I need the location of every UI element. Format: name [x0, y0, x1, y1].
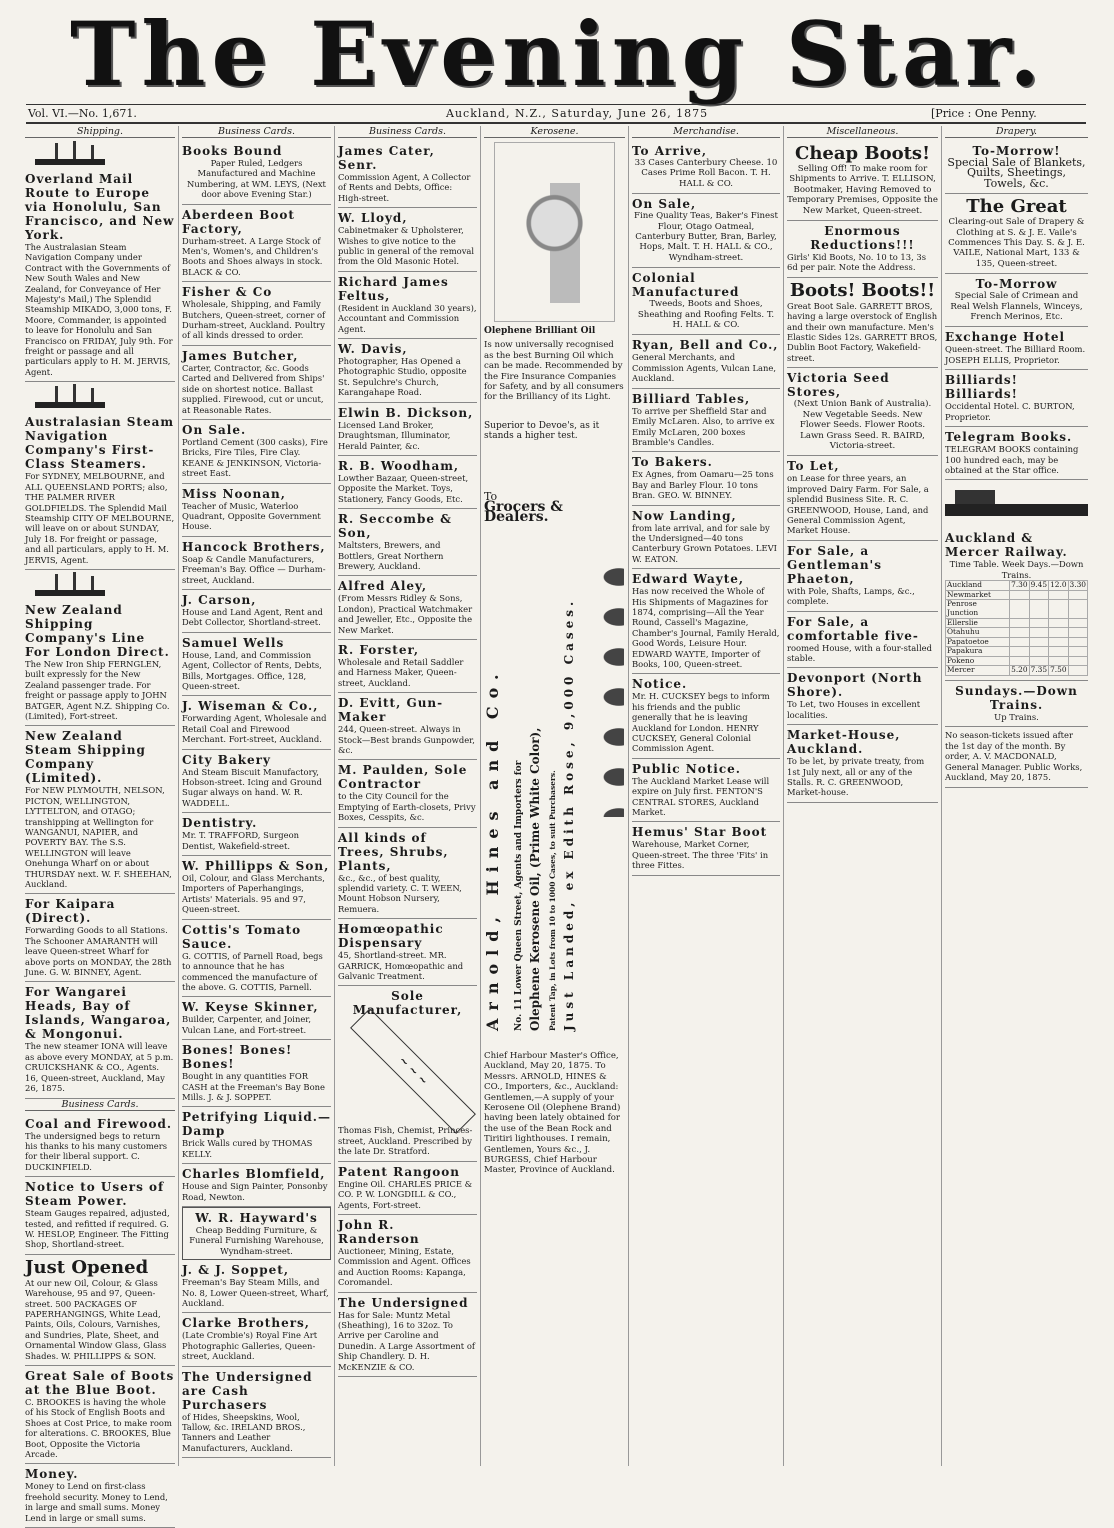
- ad: [182, 1260, 331, 1313]
- ad-title: W. Keyse Skinner,: [182, 1000, 319, 1015]
- ad: [787, 725, 938, 803]
- ad-title: On Sale.: [182, 422, 247, 437]
- column-shipping: [22, 126, 178, 1523]
- ad-title: W. Phillipps & Son,: [182, 859, 330, 874]
- ad-title: Exchange Hotel: [945, 330, 1066, 345]
- ad: [338, 456, 477, 509]
- ad: [787, 668, 938, 725]
- ad-title: Sundays.—Down Trains.: [955, 684, 1078, 713]
- ad: [25, 1464, 175, 1528]
- steamship-icon: [25, 141, 175, 167]
- vertical-text: Arnold, Hines and Co.: [483, 666, 502, 1031]
- vertical-text: Olephene Kerosene Oil, (Prime White Color),: [528, 727, 542, 1031]
- vertical-text: No. 11 Lower Queen Street, Agents and Importers for: [514, 760, 524, 1031]
- station-cell: Papakura: [946, 647, 1010, 657]
- ad: [632, 569, 780, 674]
- ad-title: Books Bound: [182, 144, 283, 158]
- ad-title: Devonport (North Shore).: [787, 671, 923, 700]
- ad-body: Builder, Carpenter, and Joiner, Vulcan Lane, and Fort-street.: [182, 1014, 312, 1035]
- time-cell: 7.50: [1050, 665, 1067, 675]
- ad-body: No season-tickets issued after the 1st day of the month. By order, A. V. MACDONALD, General Manager. Public Works, Auckland, May 20, 1875.: [945, 730, 1083, 783]
- ad-title: Edward Wayte,: [632, 572, 745, 587]
- ad: [338, 509, 477, 576]
- section-header: Business Cards.: [338, 126, 477, 138]
- ad: [632, 141, 780, 194]
- ad: [787, 221, 938, 278]
- ad-title: Cottis's Tomato Sauce.: [182, 922, 302, 951]
- ad: [182, 696, 331, 749]
- sarsaparilla-banner: ~ ~ ~: [350, 1009, 476, 1135]
- price: [Price : One Penny.: [931, 107, 1037, 120]
- ad-body: (Late Crombie's) Royal Fine Art Photographic Galleries, Queen-street, Auckland.: [182, 1330, 318, 1362]
- section-header: Drapery.: [945, 126, 1088, 138]
- ad: [787, 368, 938, 456]
- ad-title: R. B. Woodham,: [338, 458, 460, 473]
- ad: [338, 1215, 477, 1293]
- ad-body: Fine Quality Teas, Baker's Finest Flour, Otago Oatmeal, Canterbury Butter, Bran, Barley, Hops, Malt. T. H. HALL & CO., Wyndham-street.: [634, 211, 778, 263]
- ad-title: Patent Rangoon: [338, 1164, 460, 1179]
- masthead-title: The Evening Star.: [70, 2, 1046, 106]
- time-cell: 7.35: [1030, 665, 1048, 675]
- ad-title: The Undersigned are Cash Purchasers: [182, 1369, 313, 1412]
- ad-body: Occidental Hotel. C. BURTON, Proprietor.: [945, 401, 1075, 422]
- ad-title: Enormous Reductions!!!: [810, 224, 915, 253]
- ad: [182, 1313, 331, 1366]
- ad-title: John R. Randerson: [338, 1217, 420, 1246]
- ad-body: Forwarding Goods to all Stations. The Schooner AMARANTH will leave Queen-street Wharf for above ports on MONDAY, the 28th June. G. W. BINNEY, Agent.: [25, 925, 172, 978]
- ad-body: (Resident in Auckland 30 years), Accountant and Commission Agent.: [338, 302, 477, 334]
- ad-title: Charles Blomfield,: [182, 1167, 326, 1182]
- ad-body: Girls' Kid Boots, No. 10 to 13, 3s 6d per pair. Note the Address.: [787, 252, 927, 273]
- section-header: Miscellaneous.: [787, 126, 938, 138]
- ad-title: R. Seccombe & Son,: [338, 512, 452, 541]
- ad: [338, 141, 477, 208]
- station-cell: Ellerslie: [946, 618, 1010, 628]
- ad-body: House and Land Agent, Rent and Debt Collector, Shortland-street.: [182, 606, 323, 628]
- steamship-icon: [25, 572, 175, 598]
- ad-title: Boots! Boots!!: [789, 279, 936, 301]
- ad: [787, 541, 938, 612]
- ad-title: D. Evitt, Gun-Maker: [338, 696, 444, 725]
- time-cell: 7.30: [1011, 580, 1028, 590]
- ad-title: Richard James Feltus,: [338, 274, 449, 303]
- ad: [182, 590, 331, 633]
- ad: [945, 681, 1088, 727]
- station-cell: Otahuhu: [946, 628, 1010, 638]
- table-row: [946, 581, 1088, 591]
- ad-body: Photographer, Has Opened a Photographic Studio, opposite St. Sepulchre's Church, Karangahape Road.: [338, 356, 467, 398]
- ad-body: Auctioneer, Mining, Estate, Commission and Agent. Offices and Auction Rooms: Kapanga, Coromandel.: [338, 1245, 471, 1288]
- station-cell: Auckland: [946, 581, 1010, 591]
- ad-body: Durham-street. A Large Stock of Men's, Women's, and Children's Boots and Shoes always in stock. BLACK & CO.: [182, 235, 323, 277]
- table-row: [946, 600, 1088, 618]
- ad: [182, 346, 331, 420]
- table-row: [946, 628, 1088, 638]
- ad-title: To Bakers.: [632, 455, 713, 470]
- ad-title: Money.: [25, 1467, 79, 1482]
- ad-title: Alfred Aley,: [338, 579, 428, 594]
- ad-body: Steam Gauges repaired, adjusted, tested, and refitted if required. G. W. HESLOP, Engineer. The Fitting Shop, Shortland-street.: [25, 1208, 170, 1250]
- ad-title: Great Sale of Boots at the Blue Boot.: [25, 1369, 175, 1397]
- ad-title: New Zealand Steam Shipping Company (Limited).: [25, 729, 146, 786]
- time-cell: 3.30: [1069, 580, 1086, 590]
- ad-body: Mr. T. TRAFFORD, Surgeon Dentist, Wakefield-street.: [182, 830, 300, 851]
- ad: [632, 506, 780, 570]
- station-cell: Newmarket: [946, 590, 1010, 600]
- ad-title: J. Carson,: [182, 592, 257, 607]
- ad: [945, 327, 1088, 370]
- train-icon: [945, 484, 1088, 524]
- ad-body: To be let, by private treaty, from 1st July next, all or any of the Stalls. R. C. GREENWOOD, Market-house.: [787, 756, 925, 798]
- ad-body: For SYDNEY, MELBOURNE, and ALL QUEENSLAND PORTS; also, THE PALMER RIVER GOLDFIELDS. The Splendid Mail Steamship CITY OF MELBOURNE, will leave on or about SUNDAY, July 18. For freight or passage, and all particulars, apply to H. M. JERVIS, Agent.: [25, 471, 175, 565]
- station-cell: Mercer: [946, 666, 1010, 676]
- ad-body: Queen-street. The Billiard Room. JOSEPH ELLIS, Proprietor.: [945, 344, 1086, 365]
- ad: [182, 1367, 331, 1459]
- ad-title: W. R. Hayward's: [195, 1210, 318, 1225]
- ad-body: Paper Ruled, Ledgers Manufactured and Machine Numbering, at WM. LEYS, (Next door above Evening Star.): [187, 158, 326, 200]
- ad: [182, 484, 331, 537]
- ad-body: Wholesale, Shipping, and Family Butchers, Queen-street, corner of Durham-street, Auckland. Poultry of all kinds dressed to order.: [182, 299, 326, 341]
- ad: [182, 1164, 331, 1207]
- ad: [632, 268, 780, 335]
- ad-body: Special Sale of Crimean and Real Welsh Flannels, Winceys, French Merinos, Etc.: [950, 291, 1083, 323]
- ad-body: The New Iron Ship FERNGLEN, built expressly for the New Zealand passenger trade. For freight or passage apply to JOHN BATGER, Agent N.Z. Shipping Co. (Limited), Fort-street.: [25, 658, 170, 721]
- ad-title: Public Notice.: [632, 761, 741, 776]
- ad: [338, 1293, 477, 1377]
- ad-title: For Wangarei Heads, Bay of Islands, Wangaroa, & Mongonui.: [25, 985, 172, 1042]
- ad-title: All kinds of Trees, Shrubs, Plants,: [338, 830, 449, 873]
- ad: [182, 856, 331, 920]
- ad-title: Just Opened: [25, 1256, 149, 1278]
- time-cell: 5.20: [1011, 665, 1028, 675]
- volume-number: Vol. VI.—No. 1,671.: [28, 107, 137, 120]
- ad-body: Cabinetmaker & Upholsterer, Wishes to give notice to the public in general of the removal from the Old Masonic Hotel.: [338, 225, 475, 267]
- ad: [25, 982, 175, 1098]
- station-cell: Penrose Junction: [946, 600, 1010, 618]
- ad: [787, 278, 938, 368]
- ad-body: Licensed Land Broker, Draughtsman, Illuminator, Herald Painter, &c.: [338, 419, 451, 451]
- ad: [945, 141, 1088, 194]
- ad: [338, 272, 477, 339]
- ad-title: Auckland & Mercer Railway.: [945, 531, 1068, 560]
- ad-title: Clarke Brothers,: [182, 1316, 310, 1331]
- ad-body: The Auckland Market Lease will expire on July first. FENTON'S CENTRAL STORES, Auckland Market.: [632, 775, 770, 818]
- ad-title: J. Wiseman & Co.,: [182, 699, 319, 714]
- ad: [338, 339, 477, 403]
- ad-title: Samuel Wells: [182, 635, 285, 650]
- column-business-cards: [178, 126, 334, 1466]
- ad-title: Fisher & Co: [182, 285, 273, 300]
- harbour-master-letter: Chief Harbour Master's Office, Auckland, May 20, 1875. To Messrs. ARNOLD, HINES & CO., Importers, &c., Auckland: Gentlemen,—A supply of your Kerosene Oil (Olephene Brand) having been lately obtained for the use of the Bean Rock and Tiritiri lighthouses. I remain, Gentlemen, Yours &c., J. BURGESS, Chief Harbour Master, Province of Auckland.: [484, 1050, 621, 1176]
- ad-title: Miss Noonan,: [182, 486, 286, 501]
- vertical-text: Just Landed, ex Edith Rose, 9,000 Cases.: [562, 597, 576, 1031]
- ad-body: Soap & Candle Manufacturers, Freeman's Bay. Office — Durham-street, Auckland.: [182, 553, 326, 585]
- ad-body: At our new Oil, Colour, & Glass Warehouse, 95 and 97, Queen-street. 500 PACKAGES OF PAPERHANGINGS, White Lead, Paints, Oils, Colours, Varnishes, and Sundries, Plate, Sheet, and Ornamental Window Glass, Glass Shades. W. PHILLIPPS & SON.: [25, 1277, 167, 1361]
- ad: [338, 403, 477, 456]
- ad: [182, 997, 331, 1040]
- vertical-text: Patent Tap, in Lots from 10 to 1000 Cases, to suit Purchasers.: [548, 770, 557, 1031]
- column-business-cards-2: [334, 126, 480, 1466]
- ad-body: Oil, Colour, and Glass Merchants, Importers of Paperhangings, Artists' Materials. 95 and 97, Queen-street.: [182, 873, 325, 915]
- ad-body: from late arrival, and for sale by the Undersigned—40 tons Canterbury Grown Potatoes. LEVI W. EATON.: [632, 522, 777, 564]
- ad-body: House, Land, and Commission Agent, Collector of Rents, Debts, Bills, Mortgages. Office, 128, Queen-street.: [182, 649, 322, 691]
- grocers-heading: Grocers & Dealers.: [484, 499, 563, 526]
- ad-title: Bones! Bones! Bones!: [182, 1043, 293, 1072]
- section-header: Kerosene.: [484, 126, 625, 138]
- ad-body: roomed House, with a four-stalled stable.: [787, 642, 932, 663]
- vertical-advert: [484, 531, 625, 1051]
- ad-body: Carter, Contractor, &c. Goods Carted and Delivered from Ships' side on shortest notice. Ballast supplied. Firewood, cut or uncut, at Reasonable Rates.: [182, 362, 325, 415]
- ad-body: 45, Shortland-street. MR. GARRICK, Homœopathic and Galvanic Treatment.: [338, 950, 464, 982]
- ad: [338, 208, 477, 272]
- ad-title: Market-House, Auckland.: [787, 728, 901, 757]
- ad-title: City Bakery: [182, 752, 271, 767]
- ad-title: To-Morrow!: [972, 144, 1061, 158]
- ad-body: Teacher of Music, Waterloo Quadrant, Opposite Government House.: [182, 500, 321, 532]
- ad-body: TELEGRAM BOOKS containing 100 hundred each, may be obtained at the Star office.: [945, 444, 1079, 475]
- ad: [182, 920, 331, 998]
- ad: [945, 274, 1088, 327]
- ad: [632, 759, 780, 823]
- railway-timetable: [945, 580, 1088, 676]
- ad-title: To Let,: [787, 459, 840, 474]
- ad-title: J. & J. Soppet,: [182, 1263, 290, 1278]
- ad-title: W. Lloyd,: [338, 211, 408, 226]
- ad-body: Brick Walls cured by THOMAS KELLY.: [182, 1138, 313, 1159]
- to-label: To: [484, 489, 498, 503]
- ad-title: Homœopathic Dispensary: [338, 922, 444, 951]
- ad: [182, 1107, 331, 1164]
- table-row: [946, 666, 1088, 676]
- steamship-icon: [25, 384, 175, 410]
- ad: [25, 1366, 175, 1464]
- ad-body: To Let, two Houses in excellent localities.: [787, 699, 921, 720]
- ad-title: To-Morrow: [975, 277, 1058, 292]
- ad-body: For NEW PLYMOUTH, NELSON, PICTON, WELLINGTON, LYTTELTON, and OTAGO; transhipping at Wellington for WANGANUI, NAPIER, and POVERTY BAY. The S.S. WELLINGTON will leave Onehunga Wharf on or about THURSDAY next. W. F. SHEEHAN, Auckland.: [25, 785, 172, 890]
- ad-body: 244, Queen-street. Always in Stock—Best brands Gunpowder, &c.: [338, 724, 475, 755]
- ad: [338, 760, 477, 827]
- ad-body: on Lease for three years, an improved Dairy Farm. For Sale, a splendid Business Site. R. C. GREENWOOD, House, Land, and General Commission Agent, Market House.: [787, 473, 929, 536]
- issue-date: Auckland, N.Z., Saturday, June 26, 1875: [446, 107, 709, 120]
- ad: [632, 674, 780, 758]
- ad: [632, 389, 780, 453]
- ad-title: Ryan, Bell and Co.,: [632, 338, 779, 353]
- ad-body: Up Trains.: [994, 712, 1039, 723]
- ad: [787, 456, 938, 540]
- column-merchandise: [628, 126, 783, 1466]
- ad: [182, 813, 331, 856]
- ad-title: For Sale, a Gentleman's Phaeton,: [787, 543, 882, 586]
- ad-title: New Zealand Shipping Company's Line For London Direct.: [25, 602, 170, 659]
- ad-body: Mr. H. CUCKSEY begs to inform his friends and the public generally that he is leaving Auckland for London. HENRY CUCKSEY, General Colonial Commission Agent.: [632, 691, 770, 754]
- ad-body: House and Sign Painter, Ponsonby Road, Newton.: [182, 1181, 328, 1202]
- ad: [25, 600, 175, 726]
- column-kerosene: [480, 126, 628, 1466]
- ad-body: The undersigned begs to return his thanks to his many customers for their liberal support. C. DUCKINFIELD.: [25, 1130, 168, 1172]
- ad: [182, 420, 331, 484]
- ad: [945, 427, 1088, 480]
- ad-title: To Arrive,: [632, 144, 708, 158]
- ad-title: Coal and Firewood.: [25, 1116, 173, 1131]
- ad-body: (Next Union Bank of Australia). New Vegetable Seeds. New Flower Seeds. Flower Roots. Lawn Grass Seed. R. BAIRD, Victoria-street.: [793, 399, 932, 451]
- ad-body: 33 Cases Canterbury Cheese. 10 Cases Prime Roll Bacon. T. H. HALL & CO.: [634, 158, 778, 189]
- ad: [632, 452, 780, 505]
- ad-body: Warehouse, Market Corner, Queen-street. The three 'Fits' in three Fittes.: [632, 839, 769, 871]
- ad-title: Overland Mail Route to Europe via Honolulu, San Francisco, and New York.: [25, 172, 175, 242]
- decorative-column: [584, 557, 624, 817]
- ad-body: And Steam Biscuit Manufactory, Hobson-street. Icing and Ground Sugar always on hand. W. R. WADDELL.: [182, 766, 322, 808]
- ad-body: Has for Sale: Muntz Metal (Sheathing), 16 to 32oz. To Arrive per Caroline and Dunedin. A Large Assortment of Ship Chandlery. D. H. McKENZIE & CO.: [338, 1309, 475, 1372]
- ad-body: (From Messrs Ridley & Sons, London), Practical Watchmaker and Jeweller, Etc., Opposite the New Market.: [338, 593, 473, 635]
- ad-title: Hemus' Star Boot: [632, 825, 768, 840]
- ad: [338, 919, 477, 986]
- ad-body: Ex Agnes, from Oamaru—25 tons Bay and Barley Flour. 10 tons Bran. GEO. W. BINNEY.: [632, 469, 774, 501]
- ad: [632, 822, 780, 875]
- ad: [182, 537, 331, 590]
- ad: [25, 1114, 175, 1178]
- tagline: Superior to Devoe's, as it stands a higher test.: [484, 420, 600, 442]
- ad-body: Bought in any quantities FOR CASH at the Freeman's Bay Bone Mills. J. & J. SOPPET.: [182, 1071, 325, 1102]
- ad: [632, 194, 780, 268]
- ad-title: Colonial Manufactured: [632, 271, 740, 300]
- ad-body: Freeman's Bay Steam Mills, and No. 8, Lower Queen-street, Wharf, Auckland.: [182, 1277, 329, 1308]
- ad-body: Great Boot Sale. GARRETT BROS, having a large overstock of English and their own manufacture. Men's Elastic Sides 12s. GARRETT BROS, Dublin Boot Factory, Wakefield-street.: [787, 300, 938, 363]
- ad: [945, 370, 1088, 427]
- ad-title: Sole Manufacturer,: [352, 989, 463, 1018]
- ad-title: Dentistry.: [182, 816, 258, 831]
- ad-body: with Pole, Shafts, Lamps, &c., complete.: [787, 585, 915, 607]
- ad-title: R. Forster,: [338, 642, 420, 657]
- ad-body: Forwarding Agent, Wholesale and Retail Coal and Firewood Merchant. Fort-street, Auckland.: [182, 713, 327, 745]
- ad-body: Time Table. Week Days.—Down Trains.: [949, 559, 1084, 580]
- ad-title: The Great: [966, 196, 1067, 218]
- ad-body: Engine Oil. CHARLES PRICE & CO. P. W. LONGDILL & CO., Agents, Fort-street.: [338, 1178, 473, 1210]
- ad-title: Hancock Brothers,: [182, 539, 326, 554]
- ad: [338, 640, 477, 693]
- ad: [338, 576, 477, 640]
- ad-title: On Sale,: [632, 197, 697, 212]
- dateline: [26, 104, 1086, 124]
- ad: [182, 1207, 331, 1260]
- section-header: Business Cards.: [25, 1099, 175, 1111]
- ad-body: Maltsters, Brewers, and Bottlers, Great Northern Brewery, Auckland.: [338, 540, 444, 571]
- ad-title: Now Landing,: [632, 508, 737, 523]
- ad: [25, 412, 175, 570]
- ad-title: Elwin B. Dickson,: [338, 405, 474, 420]
- ad-body: Commission Agent, A Collector of Rents and Debts, Office: High-street.: [338, 172, 471, 203]
- section-header: Merchandise.: [632, 126, 780, 138]
- ad: [632, 335, 780, 388]
- ad: [338, 986, 477, 1161]
- ad-body: Selling Off! To make room for Shipments to Arrive. T. ELLISON, Bootmaker, Having Removed to Temporary Premises, Opposite the New Market, Queen-street.: [787, 164, 938, 216]
- column-miscellaneous: [783, 126, 941, 1466]
- ad-body: General Merchants, and Commission Agents, Vulcan Lane, Auckland.: [632, 352, 777, 384]
- ad-body: &c., &c., of best quality, splendid variety. C. T. WEEN, Mount Hobson Nursery, Remuera.: [338, 872, 462, 914]
- ad-body: Tweeds, Boots and Shoes, Sheathing and Roofing Felts. T. H. HALL & CO.: [637, 299, 775, 331]
- ad: [182, 633, 331, 697]
- ad: [182, 1040, 331, 1107]
- time-cell: 12.0: [1050, 580, 1067, 590]
- ad: [182, 141, 331, 205]
- ad-body: Cheap Bedding Furniture, & Funeral Furnishing Warehouse, Wyndham-street.: [189, 1224, 324, 1256]
- ad-title: Billiards! Billiards!: [945, 373, 1018, 402]
- ad-body: The new steamer IONA will leave as above every MONDAY, at 5 p.m. CRUICKSHANK & CO., Agents. 16, Queen-street, Auckland, May 26, 1875.: [25, 1041, 174, 1094]
- oil-lamp-illustration: [494, 142, 615, 322]
- ad: [945, 528, 1088, 681]
- section-header: Shipping.: [25, 126, 175, 138]
- ad-body: Has now received the Whole of His Shipments of Magazines for 1874, comprising—All the Year Round, Cassell's Magazine, Chamber's Journal, Family Herald, Good Words, Leisure Hour. EDWARD WAYTE, Importer of Books, 100, Queen-street.: [632, 586, 780, 669]
- ad-title: For Kaipara (Direct).: [25, 897, 116, 926]
- ad: [25, 1255, 175, 1366]
- ad-body: Wholesale and Retail Saddler and Harness Maker, Queen-street, Auckland.: [338, 656, 464, 688]
- ad: [25, 726, 175, 894]
- ad-body: Lowther Bazaar, Queen-street, Opposite the Market. Toys, Stationery, Fancy Goods, Etc.: [338, 472, 469, 504]
- ad-body: G. COTTIS, of Parnell Road, begs to announce that he has commenced the manufacture of the above. G. COTTIS, Parnell.: [182, 950, 323, 992]
- station-cell: Papatoetoe: [946, 637, 1010, 647]
- ad-title: Billiard Tables,: [632, 391, 751, 406]
- ad: [787, 612, 938, 669]
- ad-title: Cheap Boots!: [795, 143, 930, 164]
- ad-body: The Australasian Steam Navigation Company under Contract with the Governments of New South Wales and New Zealand, for Conveyance of Her Majesty's Mail,) The Splendid Steamship MIKADO, 3,000 tons, F. Moore, Commander, is appointed to leave for Honolulu and San Francisco on FRIDAY, July 9th. For freight or passage and all particulars apply to H. M. JERVIS, Agent.: [25, 242, 173, 377]
- ad: [945, 727, 1088, 787]
- ad: [338, 1162, 477, 1215]
- ad-title: James Cater, Senr.: [338, 144, 435, 172]
- ad-body: C. BROOKES is having the whole of his Stock of English Boots and Shoes at Cost Price, to make room for alterations. C. BROOKES, Blue Boot, Opposite the Victoria Arcade.: [25, 1397, 172, 1460]
- ad-title: M. Paulden, Sole Contractor: [338, 763, 468, 792]
- ad-title: James Butcher,: [182, 348, 299, 363]
- ad-body: to the City Council for the Emptying of Earth-closets, Privy Boxes, Cesspits, &c.: [338, 791, 476, 823]
- ad-body: Money to Lend on first-class freehold security. Money to Lend, in large and small sums. Money Lend in large or small sums.: [25, 1481, 168, 1523]
- ad-title: Petrifying Liquid.—Damp: [182, 1110, 331, 1139]
- station-cell: Pokeno: [946, 656, 1010, 666]
- ad-title: Victoria Seed Stores,: [787, 371, 890, 400]
- ad: [338, 828, 477, 920]
- ad: [945, 194, 1088, 274]
- product-name: Olephene Brilliant Oil: [484, 326, 596, 336]
- ad-title: Telegram Books.: [945, 430, 1073, 445]
- ad-title: Notice to Users of Steam Power.: [25, 1180, 165, 1209]
- ad-title: W. Davis,: [338, 342, 408, 357]
- table-row: [946, 647, 1088, 657]
- ad: [787, 141, 938, 221]
- ad: [182, 750, 331, 814]
- ad-body: Clearing-out Sale of Drapery & Clothing at S. & J. E. Vaile's Commences This Day. S. & J. E. VAILE, National Mart, 133 & 135, Queen-street.: [948, 217, 1085, 269]
- ad: [182, 205, 331, 283]
- product-description: Is now universally recognised as the best Burning Oil which can be made. Recommended by the Fire Insurance Companies for Safety, and by all consumers for the Brilliancy of its Light.: [484, 340, 624, 403]
- ad: [25, 894, 175, 982]
- ad-body: Special Sale of Blankets, Quilts, Sheetings, Towels, &c.: [947, 156, 1086, 190]
- time-cell: 9.45: [1030, 580, 1048, 590]
- ad-title: For Sale, a comfortable five-: [787, 614, 919, 643]
- section-header: Business Cards.: [182, 126, 331, 138]
- ad-title: Australasian Steam Navigation Company's First-Class Steamers.: [25, 415, 175, 472]
- ad: [338, 693, 477, 760]
- column-drapery: [941, 126, 1091, 1466]
- ad-body: Thomas Fish, Chemist, Princes-street, Auckland. Prescribed by the late Dr. Stratford.: [338, 1125, 473, 1157]
- ad-title: Aberdeen Boot Factory,: [182, 207, 295, 236]
- ad-title: Notice.: [632, 677, 688, 692]
- ad-title: The Undersigned: [338, 1295, 469, 1310]
- ad-body: To arrive per Sheffield Star and Emily McLaren. Also, to arrive ex Emily McLaren, 200 boxes Bramble's Candles.: [632, 405, 775, 447]
- ad-body: Portland Cement (300 casks), Fire Bricks, Fire Tiles, Fire Clay. KEANE & JENKINSON, Victoria-street East.: [182, 436, 328, 479]
- ad: [25, 1177, 175, 1255]
- ad: [25, 169, 175, 382]
- ad-body: of Hides, Sheepskins, Wool, Tallow, &c. IRELAND BROS., Tanners and Leather Manufacturers, Auckland.: [182, 1411, 306, 1453]
- ad: [182, 282, 331, 346]
